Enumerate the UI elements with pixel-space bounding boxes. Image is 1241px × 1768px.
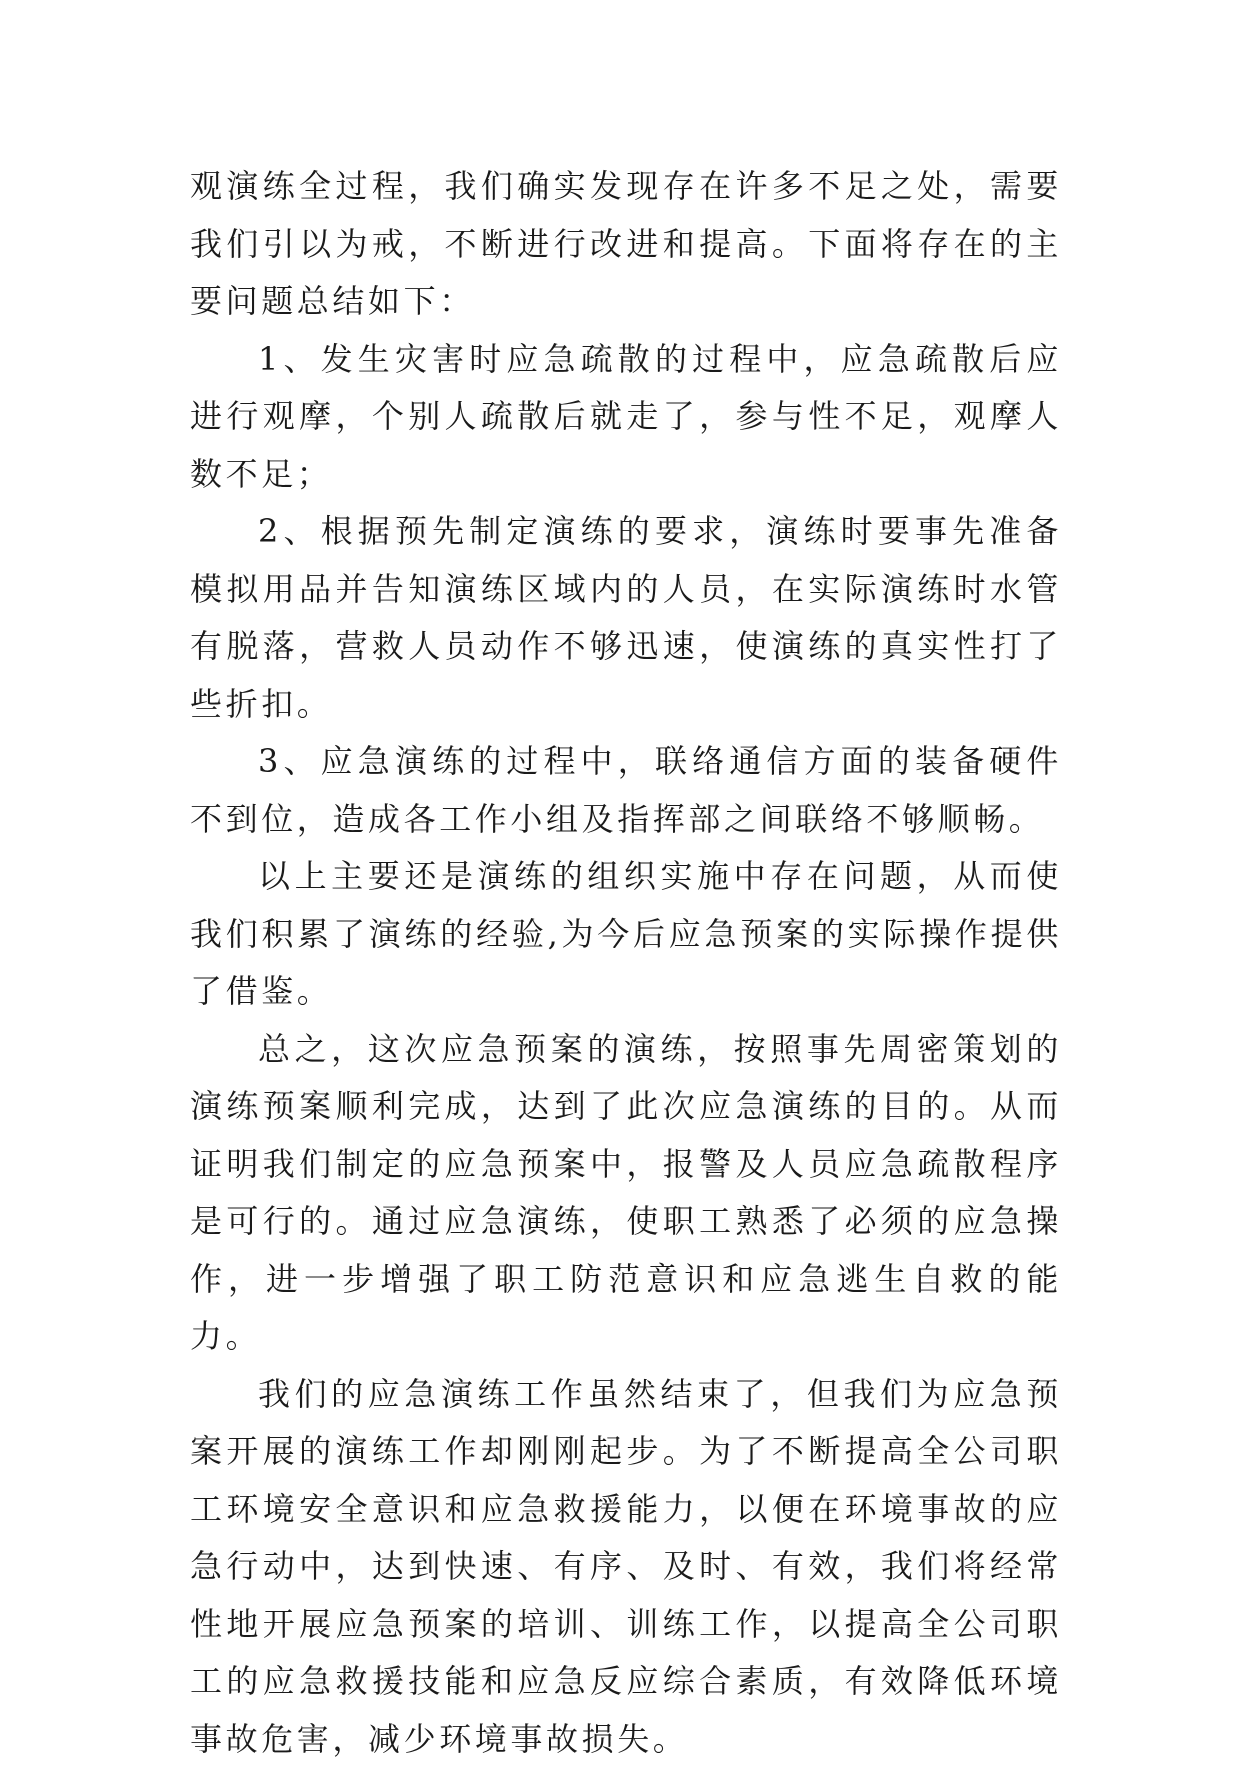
paragraph-issue-3: 3、应急演练的过程中，联络通信方面的装备硬件不到位，造成各工作小组及指挥部之间联络不够顺畅。 <box>190 733 1062 848</box>
paragraph-issue-2: 2、根据预先制定演练的要求，演练时要事先准备模拟用品并告知演练区域内的人员，在实际演练时水管有脱落，营救人员动作不够迅速，使演练的真实性打了些折扣。 <box>190 503 1062 733</box>
paragraph-conclusion: 总之，这次应急预案的演练，按照事先周密策划的演练预案顺利完成，达到了此次应急演练的目的。从而证明我们制定的应急预案中，报警及人员应急疏散程序是可行的。通过应急演练，使职工熟悉了必须的应急操作，进一步增强了职工防范意识和应急逃生自救的能力。 <box>190 1021 1062 1366</box>
document-body <box>190 158 1062 1768</box>
paragraph-continuation: 观演练全过程，我们确实发现存在许多不足之处，需要我们引以为戒，不断进行改进和提高。下面将存在的主要问题总结如下： <box>190 158 1062 331</box>
paragraph-issue-1: 1、发生灾害时应急疏散的过程中，应急疏散后应进行观摩，个别人疏散后就走了，参与性不足，观摩人数不足； <box>190 331 1062 504</box>
paragraph-summary: 以上主要还是演练的组织实施中存在问题，从而使我们积累了演练的经验,为今后应急预案的实际操作提供了借鉴。 <box>190 848 1062 1021</box>
paragraph-outlook: 我们的应急演练工作虽然结束了，但我们为应急预案开展的演练工作却刚刚起步。为了不断提高全公司职工环境安全意识和应急救援能力，以便在环境事故的应急行动中，达到快速、有序、及时、有效，我们将经常性地开展应急预案的培训、训练工作，以提高全公司职工的应急救援技能和应急反应综合素质，有效降低环境事故危害，减少环境事故损失。 <box>190 1366 1062 1768</box>
